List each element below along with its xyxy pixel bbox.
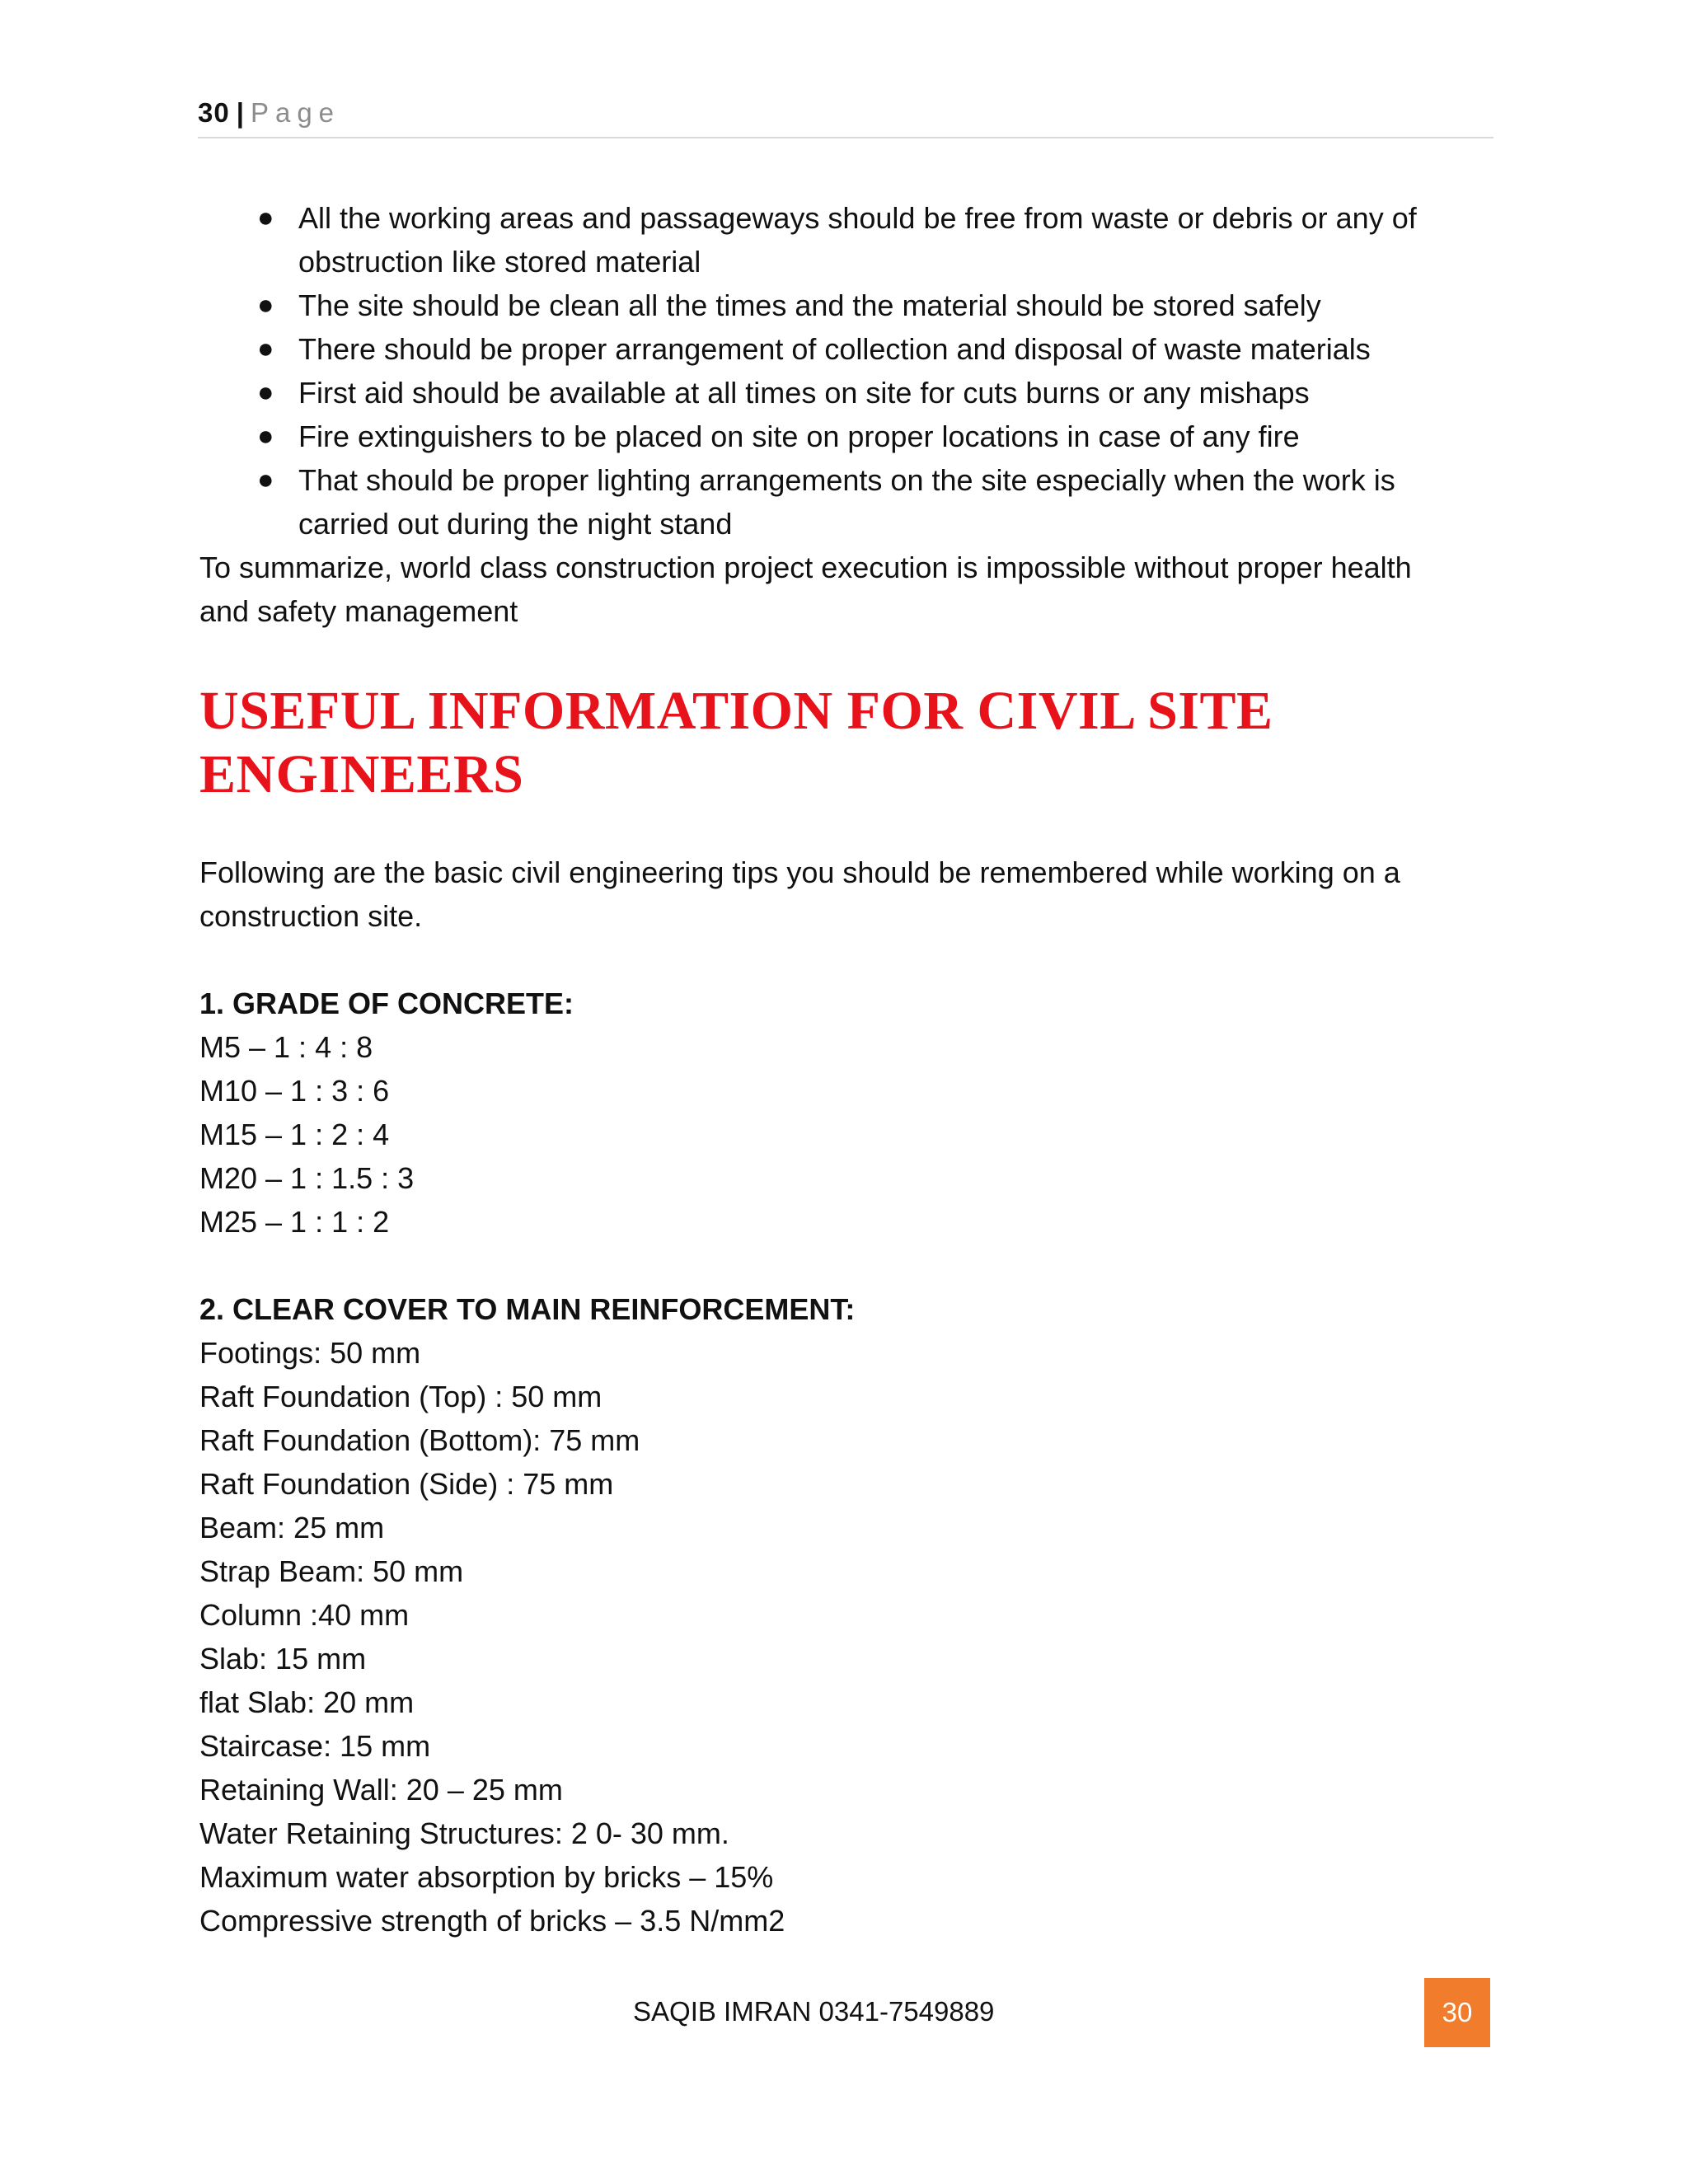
bullet-icon: ● (257, 202, 274, 233)
list-item-text: Fire extinguishers to be placed on site on proper locations in case of any fire (298, 419, 1300, 453)
bullet-icon: ● (257, 464, 274, 495)
summary-paragraph (199, 546, 1485, 633)
list-item-text: carried out during the night stand (298, 507, 733, 541)
cover-item: Slab: 15 mm (199, 1642, 367, 1675)
header-page-number: 30 (198, 97, 230, 128)
page-header (198, 97, 1493, 138)
safety-bullet-list (199, 196, 1485, 546)
page-footer (0, 1978, 1688, 2047)
list-item (257, 415, 1485, 458)
cover-item: Strap Beam: 50 mm (199, 1554, 464, 1588)
list-item-text: There should be proper arrangement of collection and disposal of waste materials (298, 332, 1371, 366)
intro-paragraph (199, 851, 1485, 938)
grade-item: M10 – 1 : 3 : 6 (199, 1074, 390, 1108)
intro-line: construction site. (199, 899, 423, 933)
footer-author: SAQIB IMRAN 0341-7549889 (633, 1996, 995, 2027)
grade-item: M15 – 1 : 2 : 4 (199, 1118, 390, 1151)
header-page-word: Page (250, 97, 341, 128)
list-item-text: First aid should be available at all times on site for cuts burns or any mishaps (298, 376, 1310, 410)
cover-item: flat Slab: 20 mm (199, 1685, 415, 1719)
list-item (257, 327, 1485, 371)
list-item (257, 284, 1485, 327)
grade-heading: 1. GRADE OF CONCRETE: (199, 987, 574, 1020)
grade-list (199, 1025, 1485, 1244)
list-item (257, 196, 1485, 284)
bullet-icon: ● (257, 420, 274, 452)
list-item-text: The site should be clean all the times and the material should be stored safely (298, 288, 1321, 322)
cover-item: Beam: 25 mm (199, 1511, 385, 1544)
cover-item: Raft Foundation (Bottom): 75 mm (199, 1423, 640, 1457)
header-separator: | (236, 97, 244, 128)
list-item-text: obstruction like stored material (298, 245, 701, 279)
section-title-line: ENGINEERS (199, 744, 524, 804)
cover-list (199, 1331, 1485, 1943)
cover-item: Staircase: 15 mm (199, 1729, 431, 1763)
bullet-icon: ● (257, 333, 274, 364)
cover-item: Footings: 50 mm (199, 1336, 421, 1370)
cover-item: Raft Foundation (Side) : 75 mm (199, 1467, 614, 1501)
bullet-icon: ● (257, 377, 274, 408)
list-item (257, 371, 1485, 415)
list-item (257, 458, 1485, 546)
bullet-icon: ● (257, 289, 274, 321)
grade-item: M25 – 1 : 1 : 2 (199, 1205, 390, 1239)
cover-item: Raft Foundation (Top) : 50 mm (199, 1380, 603, 1413)
summary-line: and safety management (199, 594, 518, 628)
list-item-text: All the working areas and passageways should be free from waste or debris or any of (298, 201, 1417, 235)
footer-page-number-box: 30 (1424, 1978, 1490, 2047)
cover-item: Compressive strength of bricks – 3.5 N/mm2 (199, 1904, 785, 1938)
intro-line: Following are the basic civil engineering tips you should be remembered while working on a (199, 855, 1400, 889)
cover-item: Maximum water absorption by bricks – 15% (199, 1860, 774, 1894)
grade-item: M20 – 1 : 1.5 : 3 (199, 1161, 415, 1195)
grade-item: M5 – 1 : 4 : 8 (199, 1030, 373, 1064)
cover-item: Column :40 mm (199, 1598, 410, 1632)
list-item-text: That should be proper lighting arrangements on the site especially when the work is (298, 463, 1395, 497)
cover-item: Retaining Wall: 20 – 25 mm (199, 1773, 563, 1807)
page-content (199, 196, 1485, 1943)
cover-heading: 2. CLEAR COVER TO MAIN REINFORCEMENT: (199, 1292, 856, 1326)
section-title-line: USEFUL INFORMATION FOR CIVIL SITE (199, 681, 1273, 741)
summary-line: To summarize, world class construction project execution is impossible without proper health (199, 551, 1412, 584)
cover-item: Water Retaining Structures: 2 0- 30 mm. (199, 1816, 729, 1850)
section-title (199, 679, 1485, 806)
